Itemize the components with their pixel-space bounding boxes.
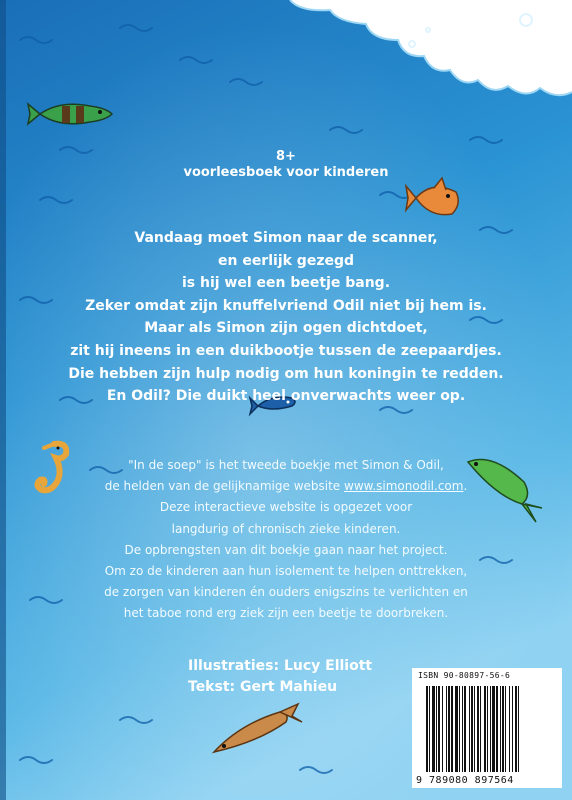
- barcode-bar: [471, 686, 473, 772]
- barcode-bar: [438, 686, 440, 772]
- barcode-bar: [469, 686, 470, 772]
- summary-line: is hij wel een beetje bang.: [181, 275, 391, 292]
- barcode-bar: [500, 686, 501, 772]
- barcode-bar: [464, 686, 466, 772]
- barcode-bar: [459, 686, 460, 772]
- summary-line: Maar als Simon zijn ogen dichtdoet,: [144, 320, 428, 337]
- summary-line: zit hij ineens in een duikbootje tussen de zeepaardjes.: [70, 342, 502, 359]
- barcode-bar: [429, 686, 430, 772]
- info-line: de zorgen van kinderen én ouders enigszins te verlichten en: [104, 585, 468, 600]
- barcode-digits: 9 789080 897564: [416, 775, 514, 786]
- barcode-bar: [496, 686, 498, 772]
- summary-line: Vandaag moet Simon naar de scanner,: [134, 230, 438, 246]
- barcode-bar: [477, 686, 479, 772]
- illustrator-credit: Illustraties: Lucy Elliott: [188, 658, 373, 674]
- info-text: .: [463, 479, 468, 494]
- author-credit: Tekst: Gert Mahieu: [188, 679, 338, 695]
- book-subtitle: voorleesboek voor kinderen: [183, 165, 389, 180]
- barcode-bar: [487, 686, 488, 772]
- barcode-bar: [502, 686, 504, 772]
- age-label: 8+: [276, 149, 296, 164]
- barcode-bar: [492, 686, 495, 772]
- website-link[interactable]: www.simonodil.com: [344, 479, 464, 494]
- info-line: Om zo de kinderen aan hun isolement te helpen onttrekken,: [104, 564, 468, 579]
- barcode-bar: [490, 686, 491, 772]
- barcode-bar: [509, 686, 510, 772]
- barcode-bar: [512, 686, 513, 772]
- barcode-box: [412, 668, 562, 788]
- barcode-bar: [518, 686, 519, 772]
- info-line: Deze interactieve website is opgezet voor: [159, 500, 413, 515]
- isbn-text: ISBN 90-80897-56-6: [418, 671, 511, 680]
- summary-line: Zeker omdat zijn knuffelvriend Odil niet bij hem is.: [85, 297, 487, 314]
- info-line: langdurig of chronisch zieke kinderen.: [171, 521, 401, 536]
- summary-line: En Odil? Die duikt heel onverwachts weer op.: [106, 388, 466, 405]
- barcode-bar: [451, 686, 453, 772]
- story-summary: [0, 227, 572, 408]
- summary-line: en eerlijk gezegd: [217, 252, 354, 269]
- info-line: "In de soep" is het tweede boekje met Simon & Odil,: [128, 458, 444, 472]
- barcode-bar: [442, 686, 443, 772]
- barcode-bar: [474, 686, 475, 772]
- barcode-bar: [505, 686, 506, 772]
- info-line: het taboe rond erg ziek zijn een beetje te doorbreken.: [123, 606, 449, 621]
- info-line: De opbrengsten van dit boekje gaan naar het project.: [124, 542, 448, 557]
- barcode-bar: [484, 686, 486, 772]
- project-info: [0, 455, 572, 625]
- summary-line: Die hebben zijn hulp nodig om hun koningin te redden.: [68, 365, 504, 382]
- info-text: de helden van de gelijknamige website: [104, 479, 344, 494]
- barcode-bar: [455, 686, 458, 772]
- credits: [188, 656, 372, 698]
- barcode-bar: [515, 686, 517, 772]
- barcode-bar: [448, 686, 450, 772]
- barcode-bar: [436, 686, 437, 772]
- info-line: [0, 476, 572, 497]
- barcode-bars: [412, 668, 562, 788]
- barcode-bar: [480, 686, 481, 772]
- barcode-bar: [426, 686, 428, 772]
- barcode-bar: [462, 686, 463, 772]
- barcode-bar: [432, 686, 435, 772]
- barcode-bar: [446, 686, 447, 772]
